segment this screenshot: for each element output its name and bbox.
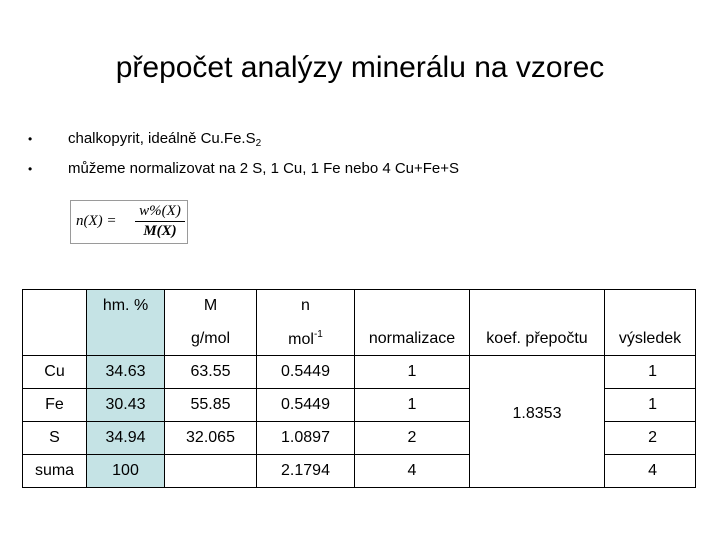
cell-n: 2.1794 — [257, 455, 355, 488]
header-normalizace: normalizace — [355, 322, 470, 356]
cell-vysledek: 1 — [605, 389, 696, 422]
unit-superscript: -1 — [313, 328, 323, 340]
formula-denominator: M(X) — [143, 223, 177, 239]
cell-hm: 100 — [87, 455, 165, 488]
bullet-text-main: chalkopyrit, ideálně Cu.Fe.S — [68, 130, 256, 147]
bullet-subscript: 2 — [255, 138, 262, 149]
header-hm: hm. % — [87, 290, 165, 323]
cell-M — [165, 455, 257, 488]
cell-element: Fe — [23, 389, 87, 422]
unit-text: mol — [288, 330, 314, 348]
cell-n: 0.5449 — [257, 356, 355, 389]
cell-vysledek: 1 — [605, 356, 696, 389]
formula-numerator: w%(X) — [139, 203, 181, 219]
header-M: M — [165, 290, 257, 323]
cell-M: 32.065 — [165, 422, 257, 455]
cell-norm: 1 — [355, 389, 470, 422]
cell-hm: 34.94 — [87, 422, 165, 455]
table-cell — [470, 290, 605, 323]
fraction-bar — [135, 221, 185, 222]
cell-element: S — [23, 422, 87, 455]
bullet-text — [68, 128, 261, 155]
cell-vysledek: 4 — [605, 455, 696, 488]
cell-n: 0.5449 — [257, 389, 355, 422]
table-cell — [605, 290, 696, 323]
cell-norm: 4 — [355, 455, 470, 488]
data-table — [22, 289, 696, 488]
table-cell — [23, 322, 87, 356]
cell-element: Cu — [23, 356, 87, 389]
cell-element: suma — [23, 455, 87, 488]
cell-n: 1.0897 — [257, 422, 355, 455]
cell-norm: 1 — [355, 356, 470, 389]
header-n-unit — [257, 322, 355, 356]
bullet-marker: • — [28, 132, 33, 146]
table-header-row — [23, 290, 696, 323]
table-header-row — [23, 322, 696, 356]
bullet-marker: • — [28, 162, 33, 176]
formula-lhs: n(X) = — [76, 213, 117, 229]
cell-norm: 2 — [355, 422, 470, 455]
cell-vysledek: 2 — [605, 422, 696, 455]
koef-value: 1.8353 — [512, 404, 562, 422]
cell-hm: 34.63 — [87, 356, 165, 389]
header-koef: koef. přepočtu — [470, 322, 605, 356]
cell-koef — [470, 356, 605, 488]
formula-image — [70, 200, 188, 244]
table-cell — [23, 290, 87, 323]
cell-hm: 30.43 — [87, 389, 165, 422]
header-M-unit: g/mol — [165, 322, 257, 356]
table-cell — [87, 322, 165, 356]
formula-fraction — [135, 203, 185, 240]
cell-M: 55.85 — [165, 389, 257, 422]
cell-M: 63.55 — [165, 356, 257, 389]
table-row — [23, 356, 696, 389]
bullet-text: můžeme normalizovat na 2 S, 1 Cu, 1 Fe nebo 4 Cu+Fe+S — [68, 160, 460, 177]
slide-title: přepočet analýzy minerálu na vzorec — [115, 51, 605, 84]
header-n: n — [257, 290, 355, 323]
table-cell — [355, 290, 470, 323]
header-vysledek: výsledek — [605, 322, 696, 356]
